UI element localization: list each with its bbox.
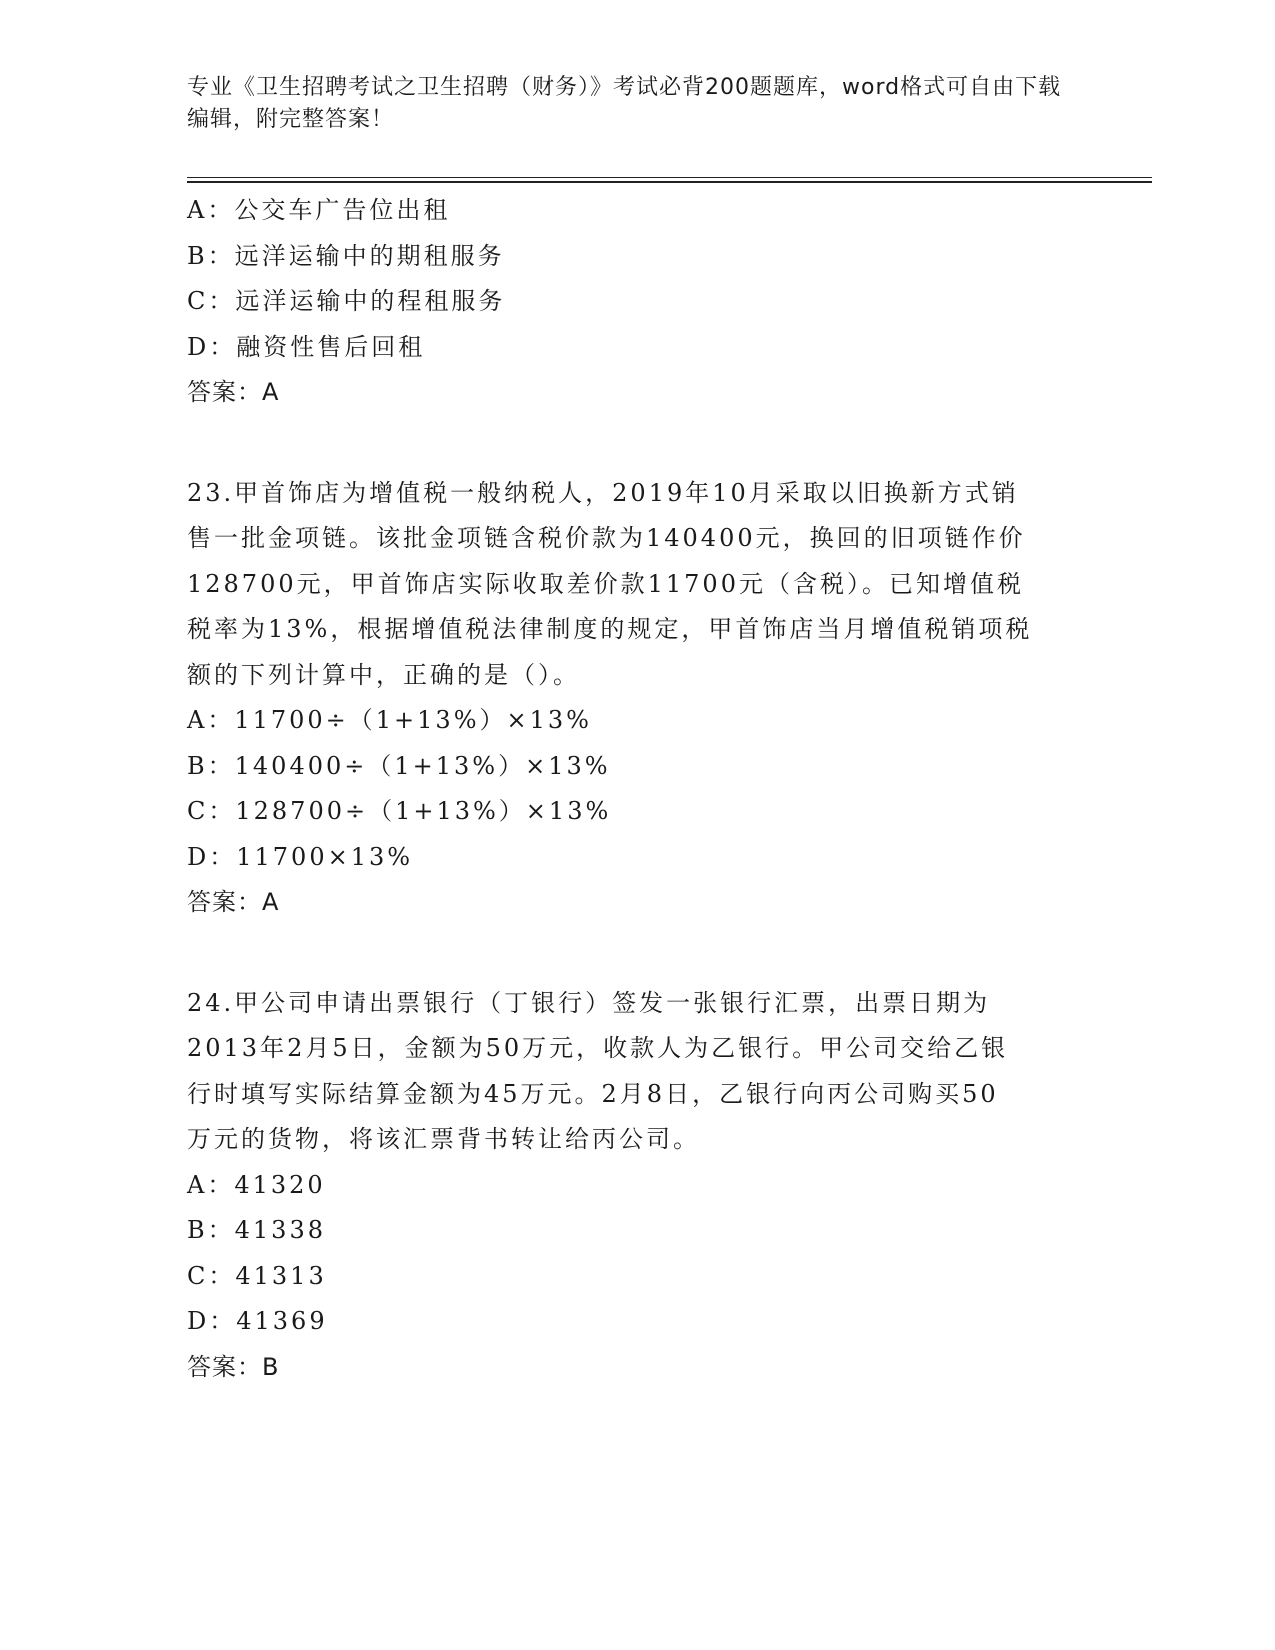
spacer — [187, 416, 1087, 471]
option-c: C：41313 — [187, 1261, 327, 1290]
question-22 — [187, 188, 1087, 416]
question-23 — [187, 471, 1087, 926]
question-24 — [187, 981, 1087, 1391]
question-stem-line: 2013年2月5日，金额为50万元，收款人为乙银行。甲公司交给乙银 — [187, 1034, 1009, 1062]
option-c: C：远洋运输中的程租服务 — [187, 287, 506, 315]
answer: 答案：A — [187, 888, 280, 916]
answer: 答案：B — [187, 1352, 280, 1381]
question-stem-line: 万元的货物，将该汇票背书转让给丙公司。 — [187, 1125, 700, 1153]
question-stem-line: 行时填写实际结算金额为45万元。2月8日，乙银行向丙公司购买50 — [187, 1079, 999, 1108]
header-rule-thick — [187, 181, 1152, 183]
document-body — [187, 188, 1087, 1390]
option-c: C：128700÷（1+13%）×13% — [187, 797, 612, 825]
option-d: D：融资性售后回租 — [187, 332, 426, 361]
option-a: A：11700÷（1+13%）×13% — [187, 706, 592, 734]
option-a: A：41320 — [187, 1170, 326, 1199]
option-b: B：41338 — [187, 1216, 326, 1244]
question-stem-line: 额的下列计算中，正确的是（）。 — [187, 660, 580, 689]
option-b: B：远洋运输中的期租服务 — [187, 241, 505, 270]
question-stem-line: 税率为13%，根据增值税法律制度的规定，甲首饰店当月增值税销项税 — [187, 615, 1033, 643]
option-b: B：140400÷（1+13%）×13% — [187, 751, 611, 780]
header-rule-thin — [187, 177, 1152, 178]
option-d: D：11700×13% — [187, 842, 414, 871]
question-stem-line: 128700元，甲首饰店实际收取差价款11700元（含税）。已知增值税 — [187, 569, 1024, 598]
question-stem-line: 售一批金项链。该批金项链含税价款为140400元，换回的旧项链作价 — [187, 524, 1026, 552]
answer: 答案：A — [187, 378, 280, 406]
spacer — [187, 926, 1087, 981]
option-a: A：公交车广告位出租 — [187, 196, 451, 224]
question-stem-line: 23.甲首饰店为增值税一般纳税人，2019年10月采取以旧换新方式销 — [187, 478, 1019, 507]
question-stem-line: 24.甲公司申请出票银行（丁银行）签发一张银行汇票，出票日期为 — [187, 988, 991, 1017]
option-d: D：41369 — [187, 1307, 328, 1335]
document-header: 专业《卫生招聘考试之卫生招聘（财务）》考试必背200题题库，word格式可自由下载编辑，附完整答案！ — [187, 75, 1062, 132]
